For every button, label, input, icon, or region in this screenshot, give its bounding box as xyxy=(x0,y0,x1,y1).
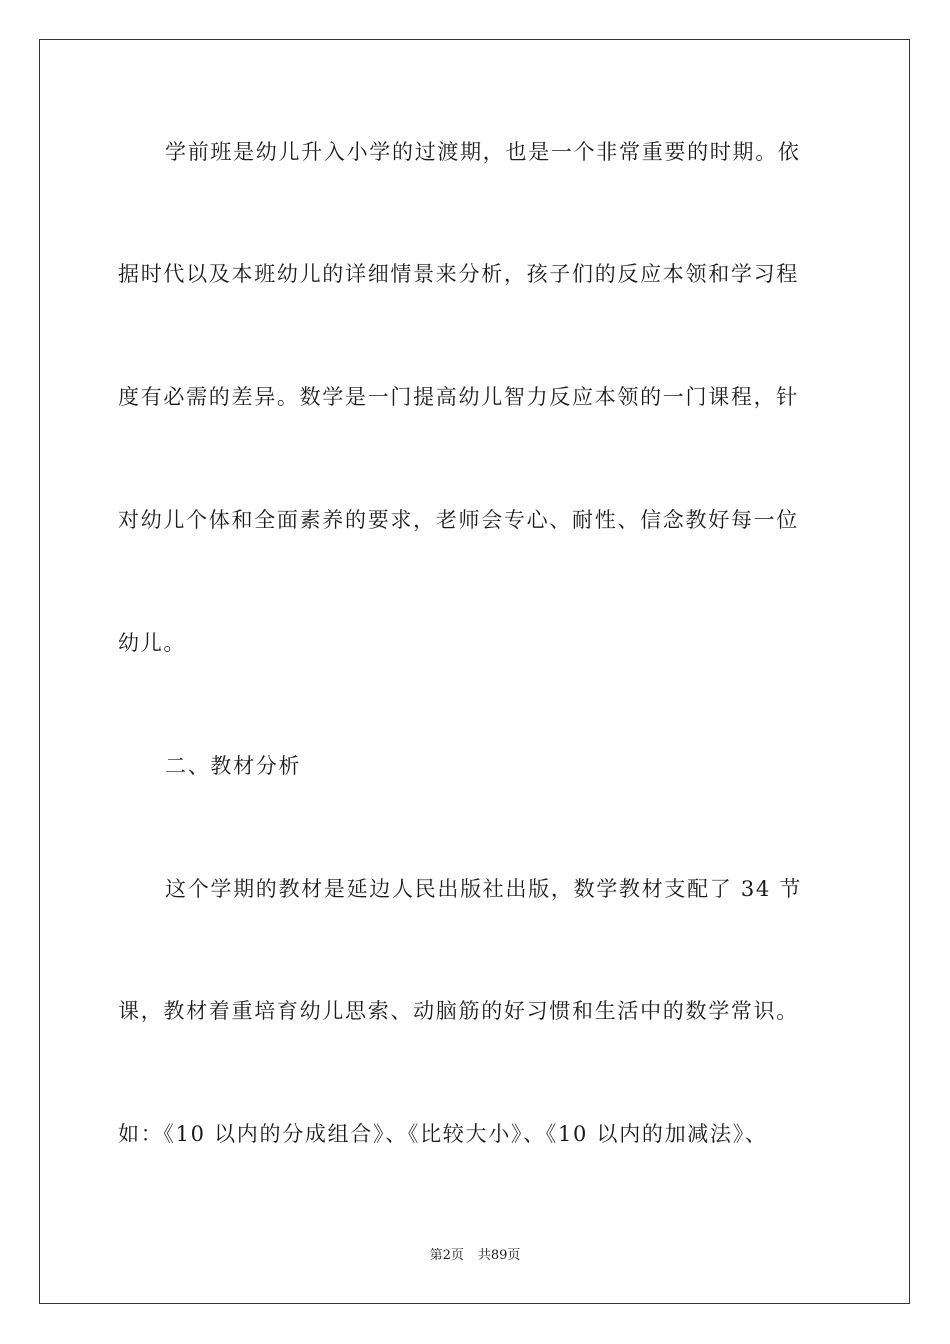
paragraph-line: 如：《10 以内的分成组合》、《比较大小》、《10 以内的加减法》、 xyxy=(118,1122,768,1146)
page-number: 第2页 xyxy=(429,1248,464,1263)
paragraph-line: 对幼儿个体和全面素养的要求，老师会专心、耐性、信念教好每一位 xyxy=(118,508,799,532)
paragraph-line: 据时代以及本班幼儿的详细情景来分析，孩子们的反应本领和学习程 xyxy=(118,262,799,286)
page-total: 共89页 xyxy=(477,1248,521,1263)
paragraph-line: 度有必需的差异。数学是一门提高幼儿智力反应本领的一门课程，针 xyxy=(118,385,799,409)
paragraph-line: 学前班是幼儿升入小学的过渡期，也是一个非常重要的时期。依 xyxy=(165,140,801,164)
paragraph-line: 课，教材着重培育幼儿思索、动脑筋的好习惯和生活中的数学常识。 xyxy=(118,999,799,1023)
paragraph-line: 幼儿。 xyxy=(118,631,187,655)
page-footer xyxy=(0,1246,950,1266)
paragraph-line: 这个学期的教材是延边人民出版社出版，数学教材支配了 34 节 xyxy=(165,877,803,901)
page-border xyxy=(39,39,910,1304)
section-heading: 二、教材分析 xyxy=(165,754,302,778)
